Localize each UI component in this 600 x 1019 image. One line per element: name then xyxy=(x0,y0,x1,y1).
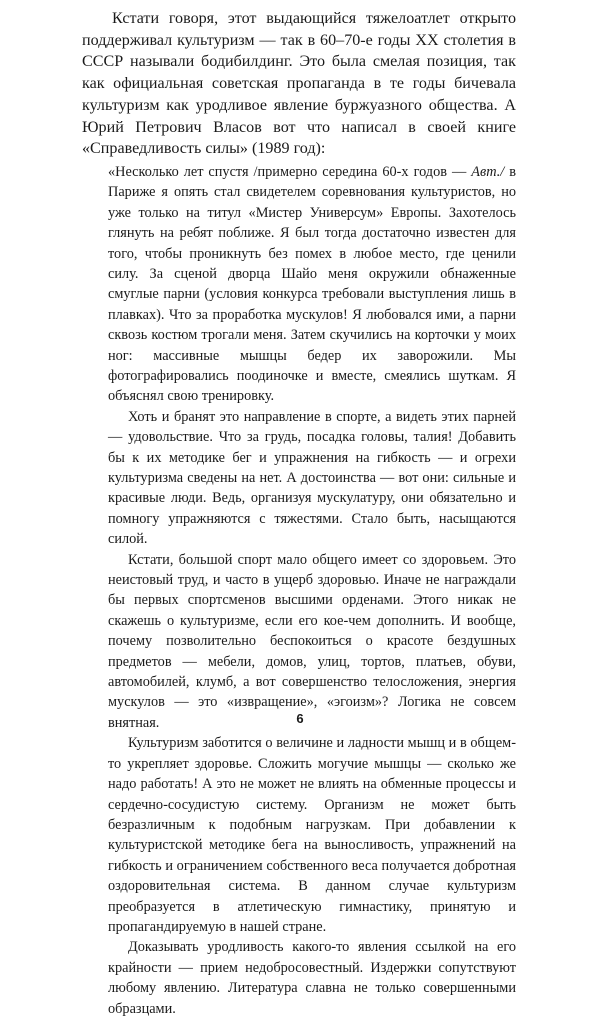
quote-paragraph-4: Культуризм заботится о величине и ладности мышц и в общем-то укрепляет здоровье. Сложить могучие мышцы — сколько же надо работать! А это не может не влиять на обменные процессы и сердечно-сосудистую систему. Организм не может быть безразличным к подобным нагрузкам. При добавлении к культуристской методике бега на выносливость, упражнений на гибкость и ограничением собственного веса получается добротная оздоровительная система. В данном случае культуризм преобразуется в атлетическую гимнастику, принятую и пропагандируемую в нашей стране. xyxy=(108,735,516,935)
intro-paragraph: Кстати говоря, этот выдающийся тяжелоатлет открыто поддерживал культуризм — так в 60–70-е годы XX столетия в СССР называли бодибилдинг. Это была смелая позиция, так как официальная советская пропаганда в те годы бичевала культуризм как уродливое явление буржуазного общества. А Юрий Петрович Власов вот что написал в своей книге «Справедливость силы» (1989 год): xyxy=(82,10,516,158)
quote-paragraph-1 xyxy=(108,162,516,407)
quote-p1-before: «Несколько лет спустя /примерно середина 60-х годов — xyxy=(108,163,472,180)
quote-paragraph-5: Доказывать уродливость какого-то явления ссылкой на его крайности — прием недобросовестный. Издержки сопутствуют любому явлению. Литература славна не только совершенными образцами. xyxy=(108,939,516,1017)
page-content xyxy=(82,8,516,1019)
quote-paragraph-3: Кстати, большой спорт мало общего имеет со здоровьем. Это неистовый труд, и часто в ущерб здоровью. Иначе не награждали бы первых спортсменов высшими орденами. Этого никак не скажешь о культуризме, если его кое-чем дополнить. И вообще, почему позволительно беспокоиться о красоте бездушных предметов — мебели, домов, улиц, тортов, платьев, обуви, автомобилей, клумб, а вот совершенство телосложения, энергия мускулов — это «извращение», «эгоизм»? Логика не совсем внятная. xyxy=(108,551,516,731)
quote-paragraph-2: Хоть и бранят это направление в спорте, а видеть этих парней — удовольствие. Что за грудь, посадка головы, талия! Добавить бы к их методике бег и упражнения на гибкость — и огрехи культуризма сведены на нет. А достоинства — вот они: сильные и красивые люди. Ведь, организуя мускулатуру, они обязательно и помногу упражняются с тяжестями. Стало быть, насыщаются силой. xyxy=(108,408,516,548)
author-note: Авт./ xyxy=(471,163,505,180)
quote-p1-after: в Париже я опять стал свидетелем соревнования культуристов, но уже только на титул «Мистер Универсум» Европы. Захотелось глянуть на ребят поближе. Я был тогда достаточно известен для того, чтобы проникнуть без помех в любое место, где ценили силу. За сценой дворца Шайо меня окружили обнаженные смуглые парни (условия конкурса требовали выступления лишь в плавках). Что за проработка мускулов! Я любовался ими, а парни сквозь костюм трогали меня. Затем скучились на корточки у моих ног: массивные мышцы бедер их заворожили. Мы фотографировались поодиночке и вместе, смеялись шуткам. Я объяснял свою тренировку. xyxy=(108,163,517,405)
quote-block xyxy=(108,162,516,1019)
page-number: 6 xyxy=(296,711,304,726)
